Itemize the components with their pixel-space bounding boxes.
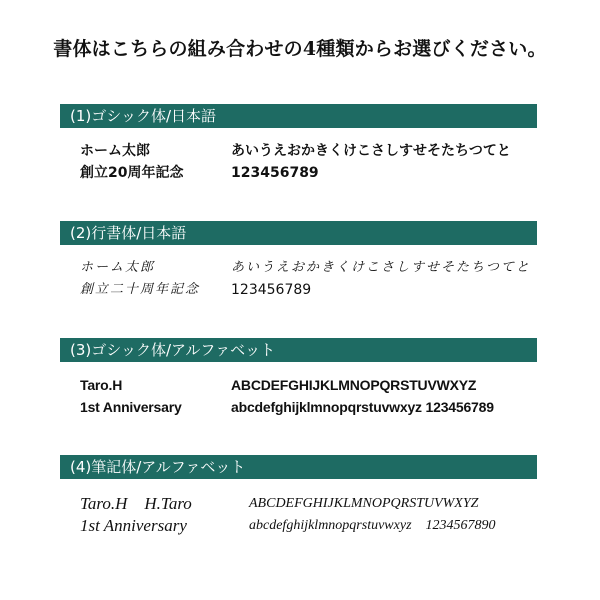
sample-name-text: ホーム太郎 (80, 260, 156, 275)
font-samples (60, 362, 537, 418)
font-samples (60, 128, 537, 184)
page-title: 書体はこちらの組み合わせの4種類からお選びください。 (53, 38, 547, 60)
sample-row (60, 374, 537, 396)
sample-row (60, 279, 537, 301)
sample-lowercase-set: abcdefghijklmnopqrstuvwxyz 1234567890 (249, 518, 496, 533)
sample-name-text: 1st Anniversary (80, 516, 187, 535)
sample-name-text: 1st Anniversary (80, 399, 182, 415)
sample-name-text: Taro.H (80, 377, 123, 393)
sample-row (60, 257, 537, 279)
section-header: (1)ゴシック体/日本語 (60, 104, 537, 128)
sample-numerals: 123456789 (231, 165, 319, 181)
section-gyosho-japanese (60, 221, 537, 301)
sample-name-text: Taro.H H.Taro (80, 494, 192, 513)
section-header: (4)筆記体/アルファベット (60, 455, 537, 479)
sample-name-text: 創立20周年記念 (80, 165, 184, 181)
sample-lowercase-set: abcdefghijklmnopqrstuvwxyz 123456789 (231, 399, 494, 415)
font-samples (60, 245, 537, 301)
sample-character-set: あいうえおかきくけこさしすせそたちつてと (231, 143, 511, 159)
sample-row (60, 140, 537, 162)
sample-row (60, 396, 537, 418)
section-script-alphabet (60, 455, 537, 537)
sample-row (60, 515, 537, 537)
sample-row (60, 493, 537, 515)
sample-uppercase-set: ABCDEFGHIJKLMNOPQRSTUVWXYZ (231, 377, 477, 393)
sample-row (60, 162, 537, 184)
sample-character-set: あいうえおかきくけこさしすせそたちつてと (231, 260, 531, 275)
sample-name-text: ホーム太郎 (80, 143, 150, 159)
font-samples (60, 479, 537, 537)
section-gothic-alphabet (60, 338, 537, 418)
sample-uppercase-set: ABCDEFGHIJKLMNOPQRSTUVWXYZ (249, 496, 479, 511)
sample-numerals: 123456789 (231, 282, 312, 298)
sample-name-text: 創立二十周年記念 (80, 282, 201, 297)
section-gothic-japanese (60, 104, 537, 184)
section-header: (2)行書体/日本語 (60, 221, 537, 245)
section-header: (3)ゴシック体/アルファベット (60, 338, 537, 362)
